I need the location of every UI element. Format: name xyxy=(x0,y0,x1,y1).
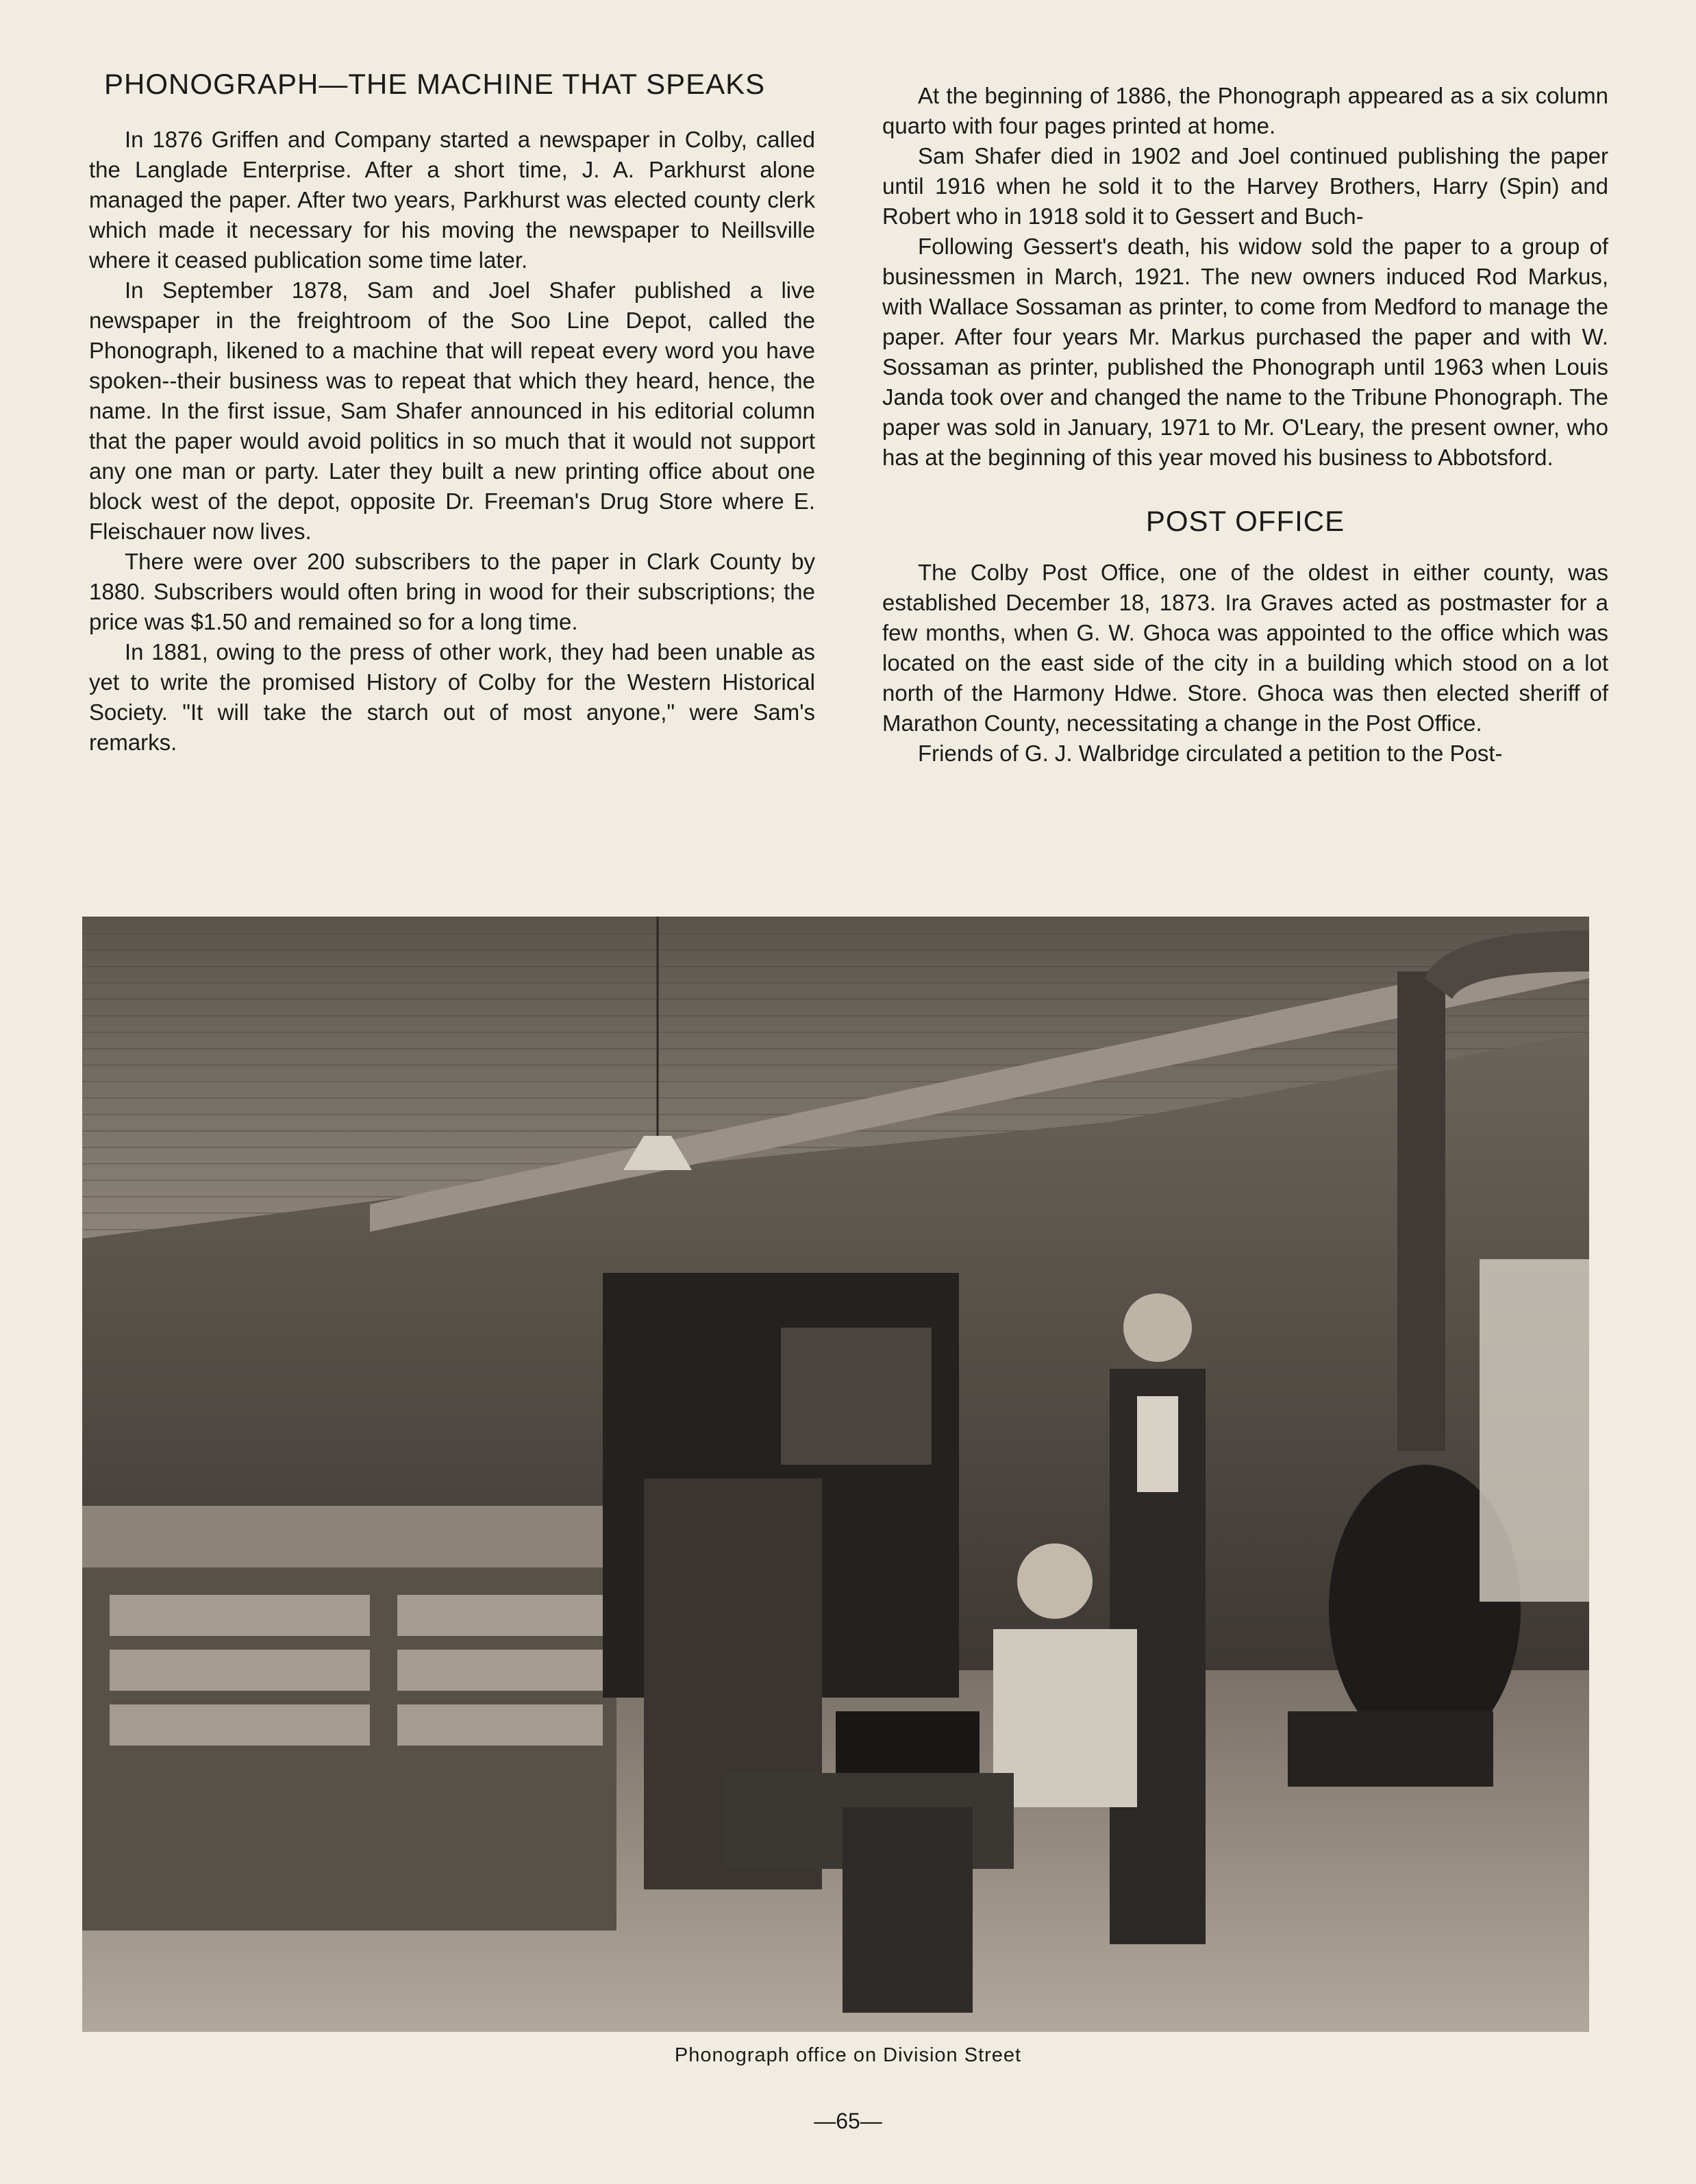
phonograph-heading: PHONOGRAPH—THE MACHINE THAT SPEAKS xyxy=(104,68,766,100)
paragraph: Sam Shafer died in 1902 and Joel continued publishing the paper until 1916 when he sold it to the Harvey Brothers, Harry (Spin) and Robert who in 1918 sold it to Gessert and Buch- xyxy=(882,143,1608,229)
right-column xyxy=(882,81,1608,769)
paragraph: In September 1878, Sam and Joel Shafer published a live newspaper in the freightroom of the Soo Line Depot, called the Phonograph, likened to a machine that will repeat every word you have spoken--their business was to repeat that which they heard, hence, the name. In the first issue, Sam Shafer announced in his editorial column that the paper would avoid politics in so much that it would not support any one man or party. Later they built a new printing office about one block west of the depot, opposite Dr. Freeman's Drug Store where E. Fleischauer now lives. xyxy=(89,277,815,545)
paragraph: Friends of G. J. Walbridge circulated a petition to the Post- xyxy=(918,741,1503,767)
left-column xyxy=(89,69,815,758)
paragraph: At the beginning of 1886, the Phonograph appeared as a six column quarto with four pages printed at home. xyxy=(882,83,1608,138)
page-number: —65— xyxy=(814,2109,882,2133)
paragraph: Following Gessert's death, his widow sold the paper to a group of businessmen in March, 1921. The new owners induced Rod Markus, with Wallace Sossaman as printer, to come from Medford to manage the paper. After four years Mr. Markus purchased the paper and with W. Sossaman as printer, published the Phonograph until 1963 when Louis Janda took over and changed the name to the Tribune Phonograph. The paper was sold in January, 1971 to Mr. O'Leary, the present owner, who has at the beginning of this year moved his business to Abbotsford. xyxy=(882,234,1608,470)
paragraph: The Colby Post Office, one of the oldest in either county, was established December 18, 1873. Ira Graves acted as postmaster for a few months, when G. W. Ghoca was appointed to the office which was located on the east side of the city in a building which stood on a lot north of the Harmony Hdwe. Store. Ghoca was then elected sheriff of Marathon County, necessitating a change in the Post Office. xyxy=(882,560,1608,736)
paragraph: In 1881, owing to the press of other work, they had been unable as yet to write the promised History of Colby for the Western Historical Society. "It will take the starch out of most anyone," were Sam's remarks. xyxy=(89,639,815,756)
paragraph: In 1876 Griffen and Company started a newspaper in Colby, called the Langlade Enterprise. After a short time, J. A. Parkhurst alone managed the paper. After two years, Parkhurst was elected county clerk which made it necessary for his moving the newspaper to Neillsville where it ceased publication some time later. xyxy=(89,127,815,273)
paragraph: There were over 200 subscribers to the paper in Clark County by 1880. Subscribers would often bring in wood for their subscriptions; the price was $1.50 and remained so for a long time. xyxy=(89,549,815,635)
print-shop-photo xyxy=(82,917,1589,2032)
post-office-heading: POST OFFICE xyxy=(1145,505,1345,537)
photo-caption: Phonograph office on Division Street xyxy=(674,2044,1022,2066)
